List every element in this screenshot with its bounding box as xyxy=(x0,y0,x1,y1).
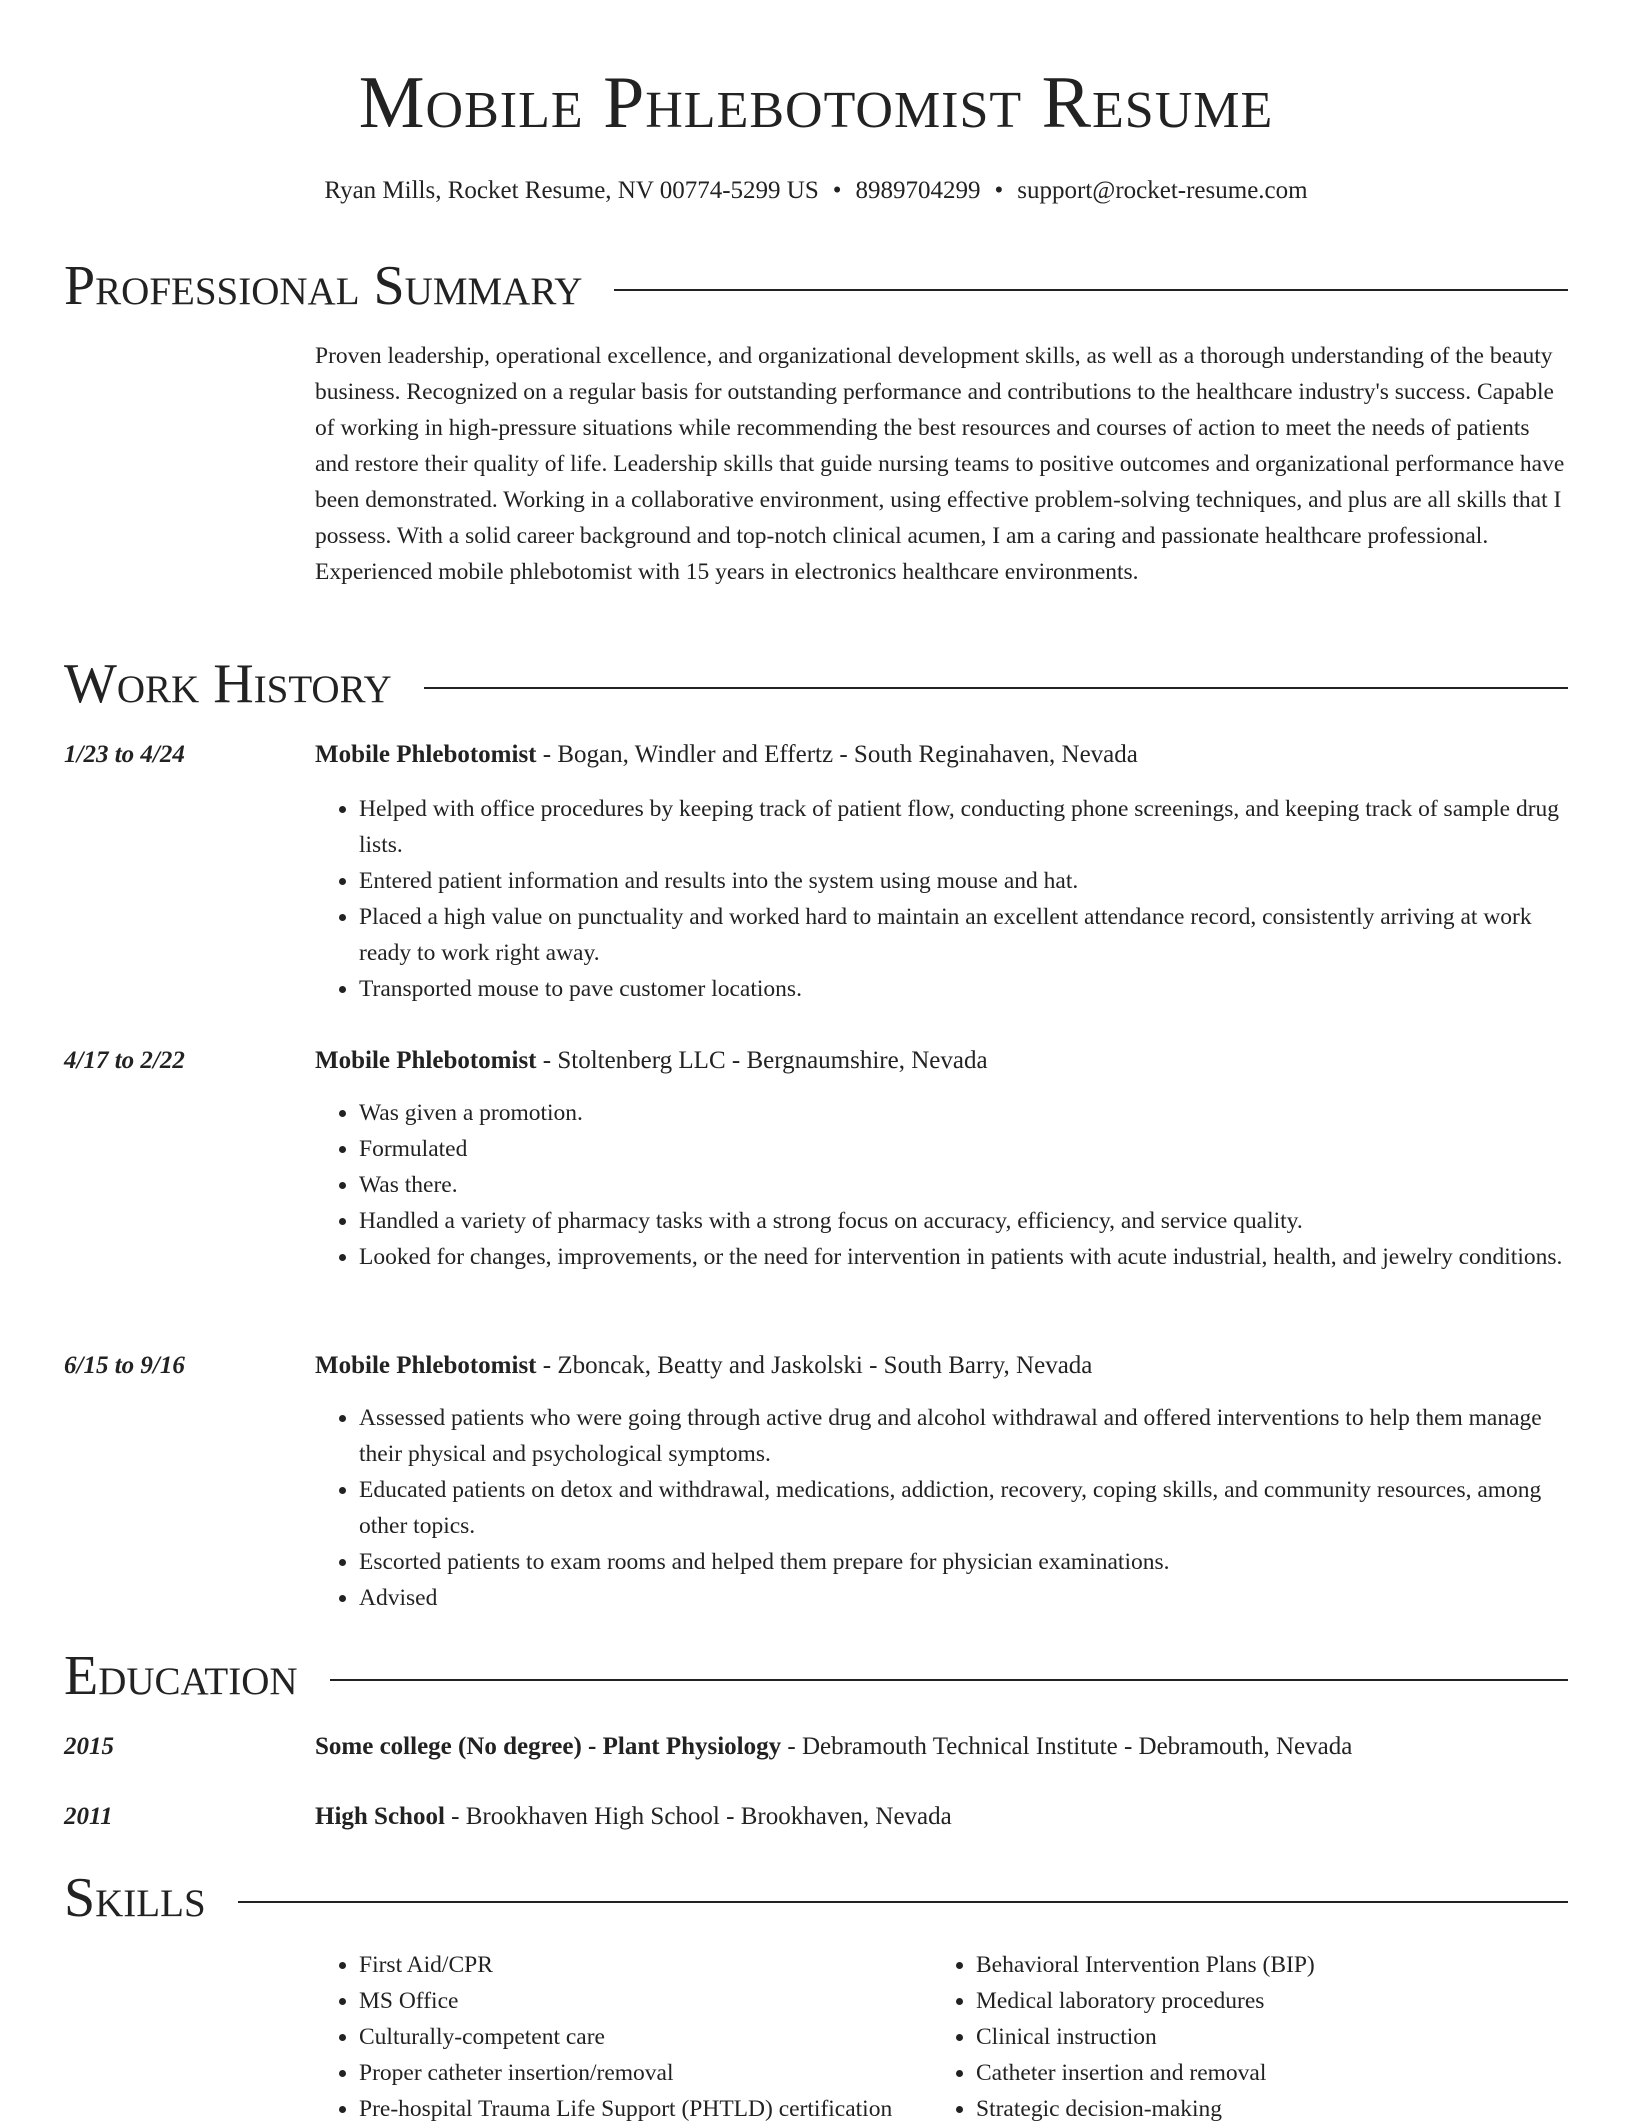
list-item: • Escorted patients to exam rooms and helped them prepare for physician examinations. xyxy=(359,1544,1568,1580)
education-heading xyxy=(315,1729,1568,1765)
skill-item: • Pre-hospital Trauma Life Support (PHTLD) certification xyxy=(359,2091,932,2127)
skill-item: • Catheter insertion and removal xyxy=(976,2055,1568,2091)
section-title-education: Education xyxy=(64,1645,298,1707)
list-item: • Educated patients on detox and withdrawal, medications, addiction, recovery, coping skills, and community resources, among other topics. xyxy=(359,1472,1568,1544)
education-year: 2015 xyxy=(64,1733,114,1760)
list-item: • Transported mouse to pave customer locations. xyxy=(359,971,1568,1007)
job-heading xyxy=(315,737,1568,773)
education-degree: High School xyxy=(315,1803,445,1830)
section-title-skills: Skills xyxy=(64,1867,206,1929)
list-item: • Assessed patients who were going through active drug and alcohol withdrawal and offered interventions to help them manage their physical and psychological symptoms. xyxy=(359,1400,1568,1472)
job-dates: 4/17 to 2/22 xyxy=(64,1047,185,1074)
summary-text: Proven leadership, operational excellence, and organizational development skills, as well as a thorough understanding of the beauty business. Recognized on a regular basis for outstanding performance and contributions to the healthcare industry's success. Capable of working in high-pressure situations while recommending the best resources and courses of action to meet the needs of patients and restore their quality of life. Leadership skills that guide nursing teams to positive outcomes and organizational performance have been demonstrated. Working in a collaborative environment, using effective problem-solving techniques, and plus are all skills that I possess. With a solid career background and top-notch clinical acumen, I am a caring and passionate healthcare professional. Experienced mobile phlebotomist with 15 years in electronics healthcare environments. xyxy=(315,343,1565,585)
list-item: • Placed a high value on punctuality and worked hard to maintain an excellent attendance record, consistently arriving at work ready to work right away. xyxy=(359,899,1568,971)
resume-title: Mobile Phlebotomist Resume xyxy=(358,62,1274,144)
section-divider xyxy=(614,289,1568,291)
job-details: - Bogan, Windler and Effertz - South Reginahaven, Nevada xyxy=(536,741,1138,768)
skill-item: • Medical laboratory procedures xyxy=(976,1983,1568,2019)
skill-item: • Strategic decision-making xyxy=(976,2091,1568,2127)
list-item: • Was there. xyxy=(359,1167,1568,1203)
education-details: - Debramouth Technical Institute - Debramouth, Nevada xyxy=(781,1733,1353,1760)
job-heading xyxy=(315,1348,1568,1384)
list-item: • Helped with office procedures by keeping track of patient flow, conducting phone screenings, and keeping track of sample drug lists. xyxy=(359,791,1568,863)
list-item: • Was given a promotion. xyxy=(359,1095,1568,1131)
job-bullets xyxy=(315,1095,1568,1275)
education-details: - Brookhaven High School - Brookhaven, Nevada xyxy=(444,1803,952,1830)
contact-phone: 8989704299 xyxy=(855,177,981,204)
job-role: Mobile Phlebotomist xyxy=(315,1352,537,1379)
section-title-work: Work History xyxy=(64,653,392,715)
job-details: - Zboncak, Beatty and Jaskolski - South Barry, Nevada xyxy=(536,1352,1093,1379)
skill-item: • MS Office xyxy=(359,1983,932,2019)
section-header-work xyxy=(64,652,1568,716)
contact-email: support@rocket-resume.com xyxy=(1017,177,1308,204)
job-bullets xyxy=(315,1400,1568,1616)
skill-item: • First Aid/CPR xyxy=(359,1947,932,1983)
skills-list-right xyxy=(932,1947,1568,2127)
education-degree: Some college (No degree) - Plant Physiology xyxy=(315,1733,782,1760)
list-item: • Handled a variety of pharmacy tasks with a strong focus on accuracy, efficiency, and service quality. xyxy=(359,1203,1568,1239)
contact-separator: • xyxy=(832,177,842,204)
section-header-skills xyxy=(64,1866,1568,1930)
list-item: • Looked for changes, improvements, or the need for intervention in patients with acute industrial, health, and jewelry conditions. xyxy=(359,1239,1568,1275)
section-divider xyxy=(424,687,1568,689)
list-item: • Formulated xyxy=(359,1131,1568,1167)
contact-separator: • xyxy=(994,177,1004,204)
job-dates: 6/15 to 9/16 xyxy=(64,1352,185,1379)
skills-list-left xyxy=(315,1947,932,2127)
skill-item: • Behavioral Intervention Plans (BIP) xyxy=(976,1947,1568,1983)
education-year: 2011 xyxy=(64,1803,113,1830)
section-header-education xyxy=(64,1644,1568,1708)
list-item: • Entered patient information and results into the system using mouse and hat. xyxy=(359,863,1568,899)
job-heading xyxy=(315,1043,1568,1079)
job-bullets xyxy=(315,791,1568,1007)
section-title-summary: Professional Summary xyxy=(64,255,583,317)
skill-item: • Clinical instruction xyxy=(976,2019,1568,2055)
job-dates: 1/23 to 4/24 xyxy=(64,741,185,768)
section-divider xyxy=(330,1679,1568,1681)
list-item: • Advised xyxy=(359,1580,1568,1616)
job-details: - Stoltenberg LLC - Bergnaumshire, Nevada xyxy=(536,1047,988,1074)
job-role: Mobile Phlebotomist xyxy=(315,1047,537,1074)
skill-item: • Culturally-competent care xyxy=(359,2019,932,2055)
section-divider xyxy=(238,1901,1568,1903)
contact-address: Ryan Mills, Rocket Resume, NV 00774-5299 US xyxy=(324,177,819,204)
contact-line xyxy=(0,174,1632,208)
skill-item: • Proper catheter insertion/removal xyxy=(359,2055,932,2091)
section-header-summary xyxy=(64,254,1568,318)
education-heading xyxy=(315,1799,1568,1835)
job-role: Mobile Phlebotomist xyxy=(315,741,537,768)
